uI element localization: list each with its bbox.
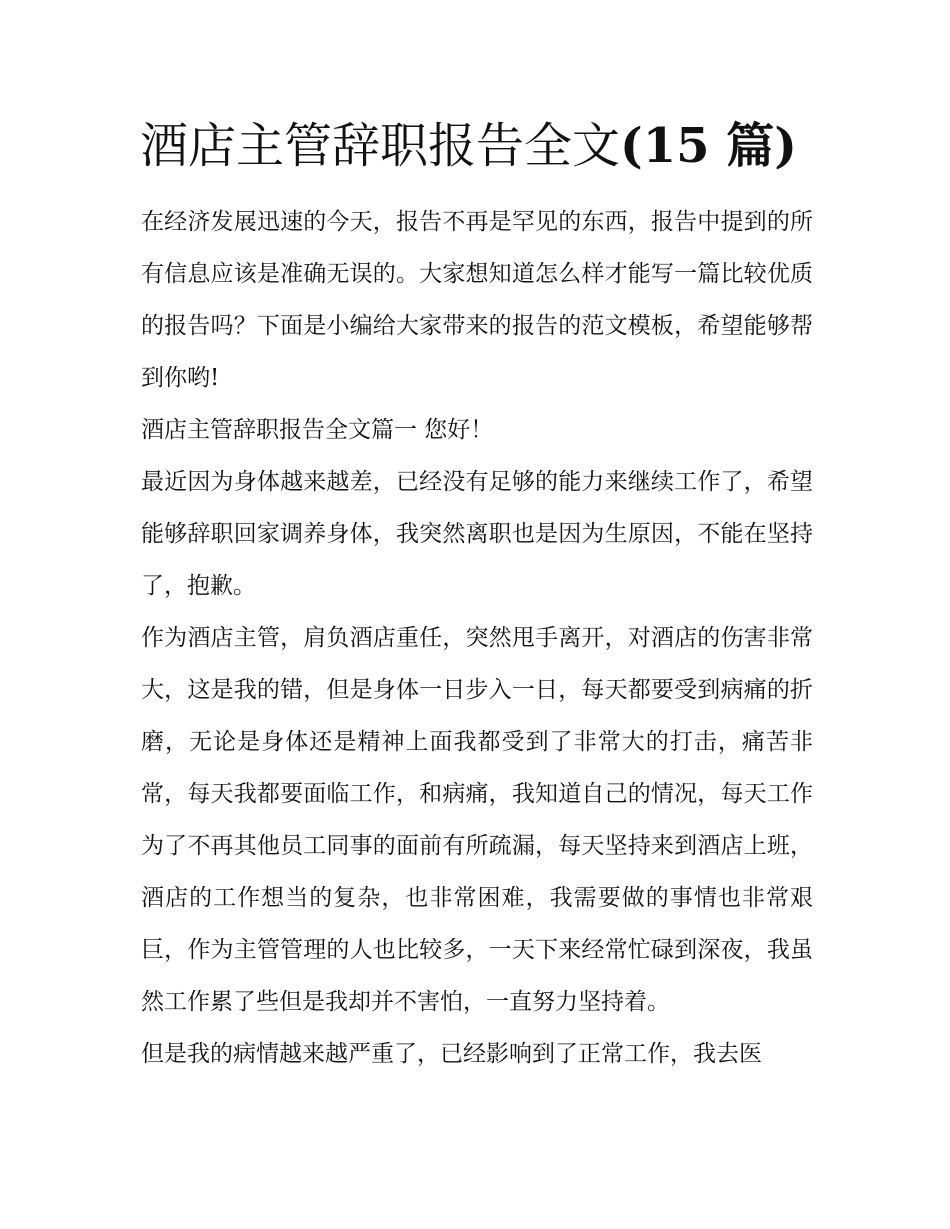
paragraph-reason: 最近因为身体越来越差，已经没有足够的能力来继续工作了，希望能够辞职回家调养身体，我突然离职也是因为生原因，不能在坚持了，抱歉。	[141, 469, 813, 599]
title-main: 酒店主管辞职报告全文	[140, 118, 621, 174]
paragraph-intro: 在经济发展迅速的今天，报告不再是罕见的东西，报告中提到的所有信息应该是准确无误的。大家想知道怎么样才能写一篇比较优质的报告吗？下面是小编给大家带来的报告的范文模板，希望能够帮到你哟!	[141, 209, 813, 391]
paragraph-illness: 但是我的病情越来越严重了，已经影响到了正常工作，我去医	[141, 1041, 762, 1067]
paragraph-responsibility: 作为酒店主管，肩负酒店重任，突然甩手离开，对酒店的伤害非常大，这是我的错，但是身体一日步入一日，每天都要受到病痛的折磨，无论是身体还是精神上面我都受到了非常大的打击，痛苦非常，每天我都要面临工作，和病痛，我知道自己的情况，每天工作为了不再其他员工同事的面前有所疏漏，每天坚持来到酒店上班，酒店的工作想当的复杂，也非常困难，我需要做的事情也非常艰巨，作为主管管理的人也比较多，一天下来经常忙碌到深夜，我虽然工作累了些但是我却并不害怕，一直努力坚持着。	[141, 625, 813, 1015]
paragraph-heading-1: 酒店主管辞职报告全文篇一 您好！	[141, 417, 494, 443]
document-title	[140, 114, 840, 178]
document-body	[141, 196, 813, 1080]
title-suffix: (15 篇)	[620, 118, 797, 174]
